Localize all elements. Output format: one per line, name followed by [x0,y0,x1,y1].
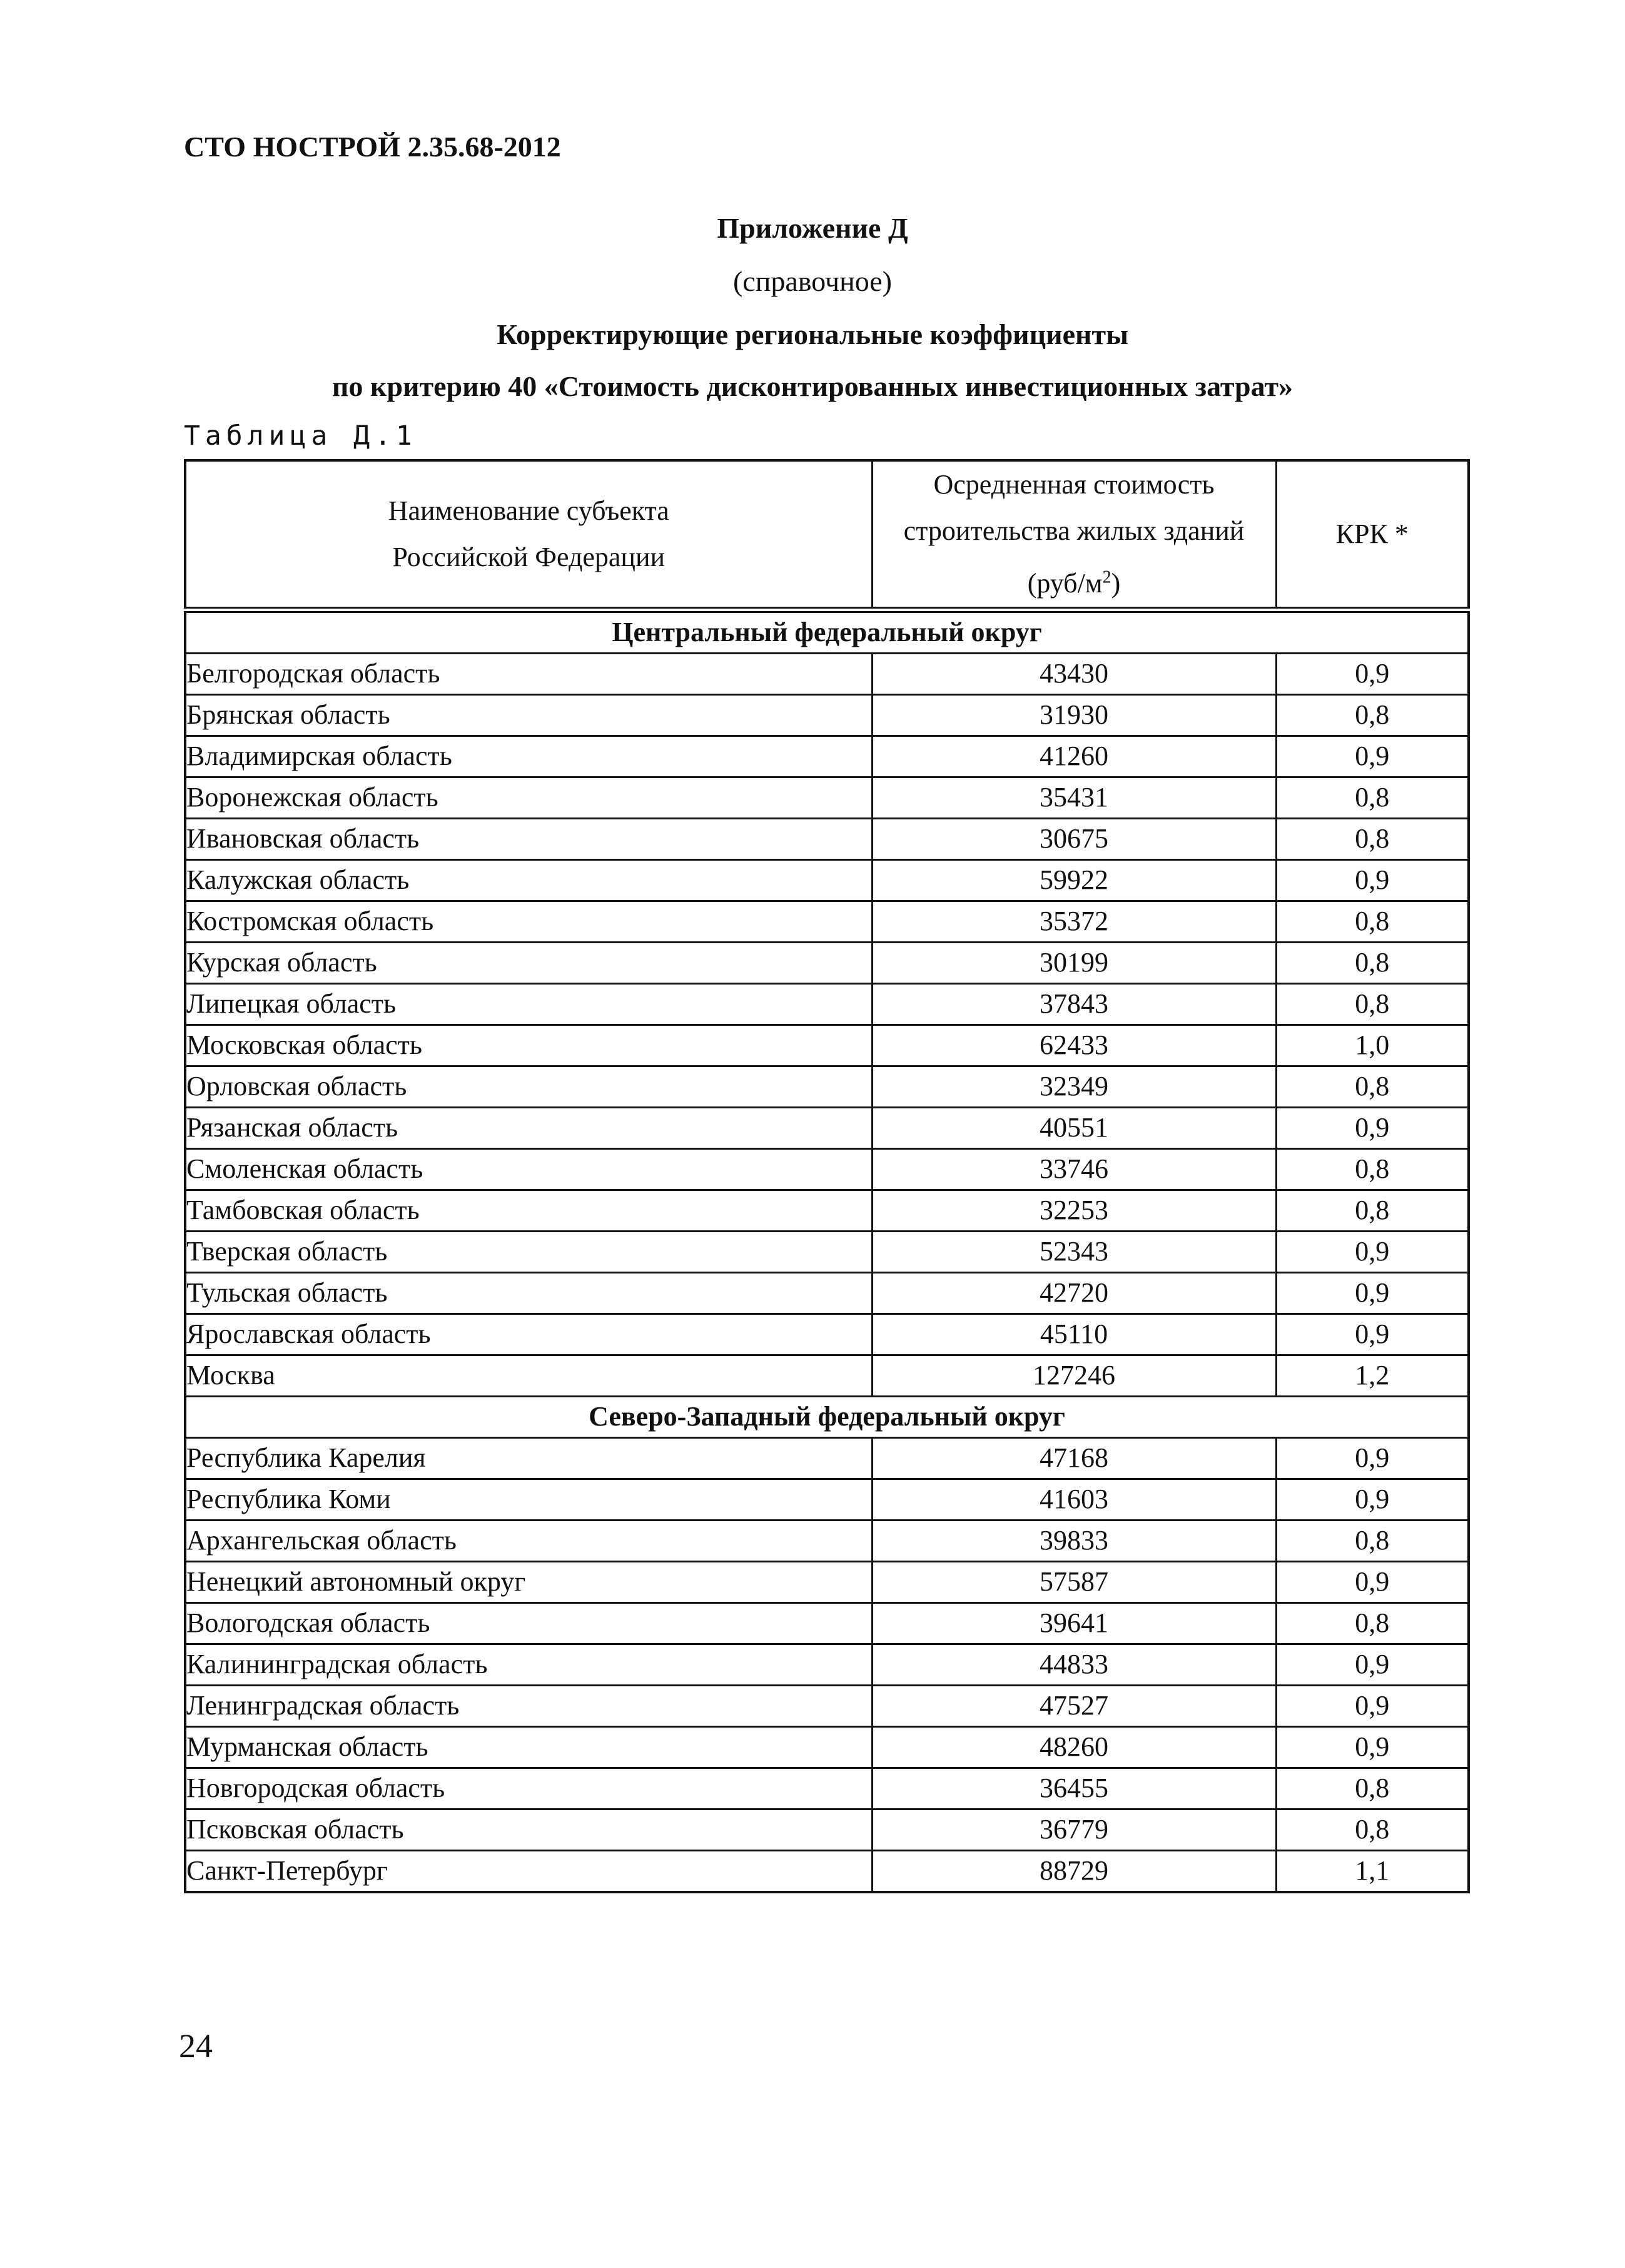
column-header-name [185,460,872,610]
appendix-kind: (справочное) [732,265,893,297]
krk-cell: 0,8 [1276,901,1469,942]
krk-cell: 0,8 [1276,818,1469,859]
cost-cell: 59922 [872,859,1276,901]
table-row [185,1107,1469,1148]
table-row [185,942,1469,983]
cost-cell: 39833 [872,1520,1276,1561]
region-name-cell: Архангельская область [185,1520,872,1561]
krk-cell: 0,8 [1276,1809,1469,1850]
krk-cell: 0,9 [1276,653,1469,694]
table-row [185,653,1469,694]
cost-cell: 33746 [872,1148,1276,1190]
cost-cell: 40551 [872,1107,1276,1148]
krk-cell: 0,8 [1276,777,1469,818]
document-code: СТО НОСТРОЙ 2.35.68-2012 [184,131,561,163]
table-row [185,1272,1469,1314]
region-name-cell: Ненецкий автономный округ [185,1561,872,1602]
table-header-row [185,460,1469,610]
cost-cell: 43430 [872,653,1276,694]
krk-cell: 0,9 [1276,1231,1469,1272]
krk-cell: 0,8 [1276,1602,1469,1644]
table-row [185,1437,1469,1479]
cost-cell: 47168 [872,1437,1276,1479]
region-name-cell: Смоленская область [185,1148,872,1190]
krk-cell: 1,2 [1276,1355,1469,1396]
table-row [185,1602,1469,1644]
table-row [185,1768,1469,1809]
cost-cell: 31930 [872,694,1276,736]
cost-cell: 32349 [872,1066,1276,1107]
cost-cell: 32253 [872,1190,1276,1231]
region-name-cell: Ярославская область [185,1314,872,1355]
cost-cell: 39641 [872,1602,1276,1644]
table-row [185,1726,1469,1768]
table-row [185,1520,1469,1561]
region-name-cell: Ивановская область [185,818,872,859]
region-name-cell: Республика Карелия [185,1437,872,1479]
region-name-cell: Санкт-Петербург [185,1850,872,1892]
table-heading-line-2: по критерию 40 «Стоимость дисконтированных инвестиционных затрат» [332,370,1293,402]
cost-cell: 30199 [872,942,1276,983]
column-header-name-line-1: Наименование субъекта [388,495,669,526]
table-row [185,1644,1469,1685]
cost-cell: 57587 [872,1561,1276,1602]
region-name-cell: Московская область [185,1025,872,1066]
region-name-cell: Белгородская область [185,653,872,694]
region-name-cell: Тамбовская область [185,1190,872,1231]
table-row [185,1148,1469,1190]
table-row [185,1809,1469,1850]
table-row [185,777,1469,818]
krk-cell: 0,8 [1276,1066,1469,1107]
krk-cell: 0,8 [1276,1190,1469,1231]
column-header-cost-unit-suffix: ) [1111,567,1121,599]
krk-cell: 0,9 [1276,736,1469,777]
krk-cell: 0,9 [1276,1726,1469,1768]
region-name-cell: Рязанская область [185,1107,872,1148]
table-row [185,1479,1469,1520]
cost-cell: 88729 [872,1850,1276,1892]
krk-cell: 0,8 [1276,694,1469,736]
krk-cell: 0,9 [1276,1561,1469,1602]
cost-cell: 45110 [872,1314,1276,1355]
cost-cell: 62433 [872,1025,1276,1066]
cost-cell: 47527 [872,1685,1276,1726]
table-row [185,1231,1469,1272]
region-name-cell: Костромская область [185,901,872,942]
section-header-row [185,1396,1469,1437]
table-row [185,1066,1469,1107]
region-name-cell: Тверская область [185,1231,872,1272]
region-name-cell: Курская область [185,942,872,983]
column-header-krk: КРК * [1276,460,1469,610]
cost-cell: 52343 [872,1231,1276,1272]
cost-cell: 36779 [872,1809,1276,1850]
krk-cell: 1,1 [1276,1850,1469,1892]
krk-cell: 0,9 [1276,1644,1469,1685]
column-header-cost-line-1: Осредненная стоимость [933,469,1215,500]
table-row [185,859,1469,901]
appendix-title: Приложение Д [717,212,908,244]
cost-cell: 37843 [872,983,1276,1025]
region-name-cell: Орловская область [185,1066,872,1107]
krk-cell: 0,9 [1276,1107,1469,1148]
table-row [185,1190,1469,1231]
krk-cell: 0,8 [1276,1148,1469,1190]
region-name-cell: Воронежская область [185,777,872,818]
cost-cell: 35372 [872,901,1276,942]
cost-cell: 44833 [872,1644,1276,1685]
cost-cell: 30675 [872,818,1276,859]
page-number: 24 [179,2027,213,2065]
table-row [185,1355,1469,1396]
region-name-cell: Псковская область [185,1809,872,1850]
krk-cell: 0,8 [1276,942,1469,983]
table-row [185,694,1469,736]
section-title: Центральный федеральный округ [185,610,1469,654]
cost-cell: 35431 [872,777,1276,818]
column-header-cost [872,460,1276,610]
region-name-cell: Калининградская область [185,1644,872,1685]
region-name-cell: Владимирская область [185,736,872,777]
region-name-cell: Республика Коми [185,1479,872,1520]
section-header-row [185,610,1469,654]
cost-cell: 42720 [872,1272,1276,1314]
krk-cell: 1,0 [1276,1025,1469,1066]
section-title: Северо-Западный федеральный округ [185,1396,1469,1437]
cost-cell: 41603 [872,1479,1276,1520]
krk-cell: 0,8 [1276,1520,1469,1561]
table-row [185,1025,1469,1066]
column-header-name-line-2: Российской Федерации [392,541,666,572]
table-row [185,1561,1469,1602]
column-header-cost-unit [1028,568,1121,599]
column-header-cost-unit-sup: 2 [1102,567,1111,587]
region-name-cell: Калужская область [185,859,872,901]
cost-cell: 36455 [872,1768,1276,1809]
krk-cell: 0,9 [1276,1314,1469,1355]
table-row [185,1685,1469,1726]
table-row [185,983,1469,1025]
region-name-cell: Ленинградская область [185,1685,872,1726]
region-name-cell: Москва [185,1355,872,1396]
table-row [185,818,1469,859]
cost-cell: 127246 [872,1355,1276,1396]
region-name-cell: Брянская область [185,694,872,736]
table-label: Таблица Д.1 [184,420,417,452]
table-row [185,901,1469,942]
column-header-cost-unit-prefix: (руб/м [1027,567,1103,599]
table-row [185,736,1469,777]
krk-cell: 0,9 [1276,1685,1469,1726]
cost-cell: 41260 [872,736,1276,777]
table-row [185,1850,1469,1892]
region-name-cell: Липецкая область [185,983,872,1025]
krk-cell: 0,9 [1276,1272,1469,1314]
cost-cell: 48260 [872,1726,1276,1768]
krk-cell: 0,8 [1276,983,1469,1025]
coefficients-table [184,459,1470,1893]
krk-cell: 0,8 [1276,1768,1469,1809]
column-header-cost-line-2: строительства жилых зданий [903,515,1245,546]
krk-cell: 0,9 [1276,1437,1469,1479]
region-name-cell: Новгородская область [185,1768,872,1809]
region-name-cell: Вологодская область [185,1602,872,1644]
table-heading-line-1: Корректирующие региональные коэффициенты [496,318,1129,350]
region-name-cell: Мурманская область [185,1726,872,1768]
table-row [185,1314,1469,1355]
region-name-cell: Тульская область [185,1272,872,1314]
table-body [185,610,1469,1892]
krk-cell: 0,9 [1276,1479,1469,1520]
krk-cell: 0,9 [1276,859,1469,901]
